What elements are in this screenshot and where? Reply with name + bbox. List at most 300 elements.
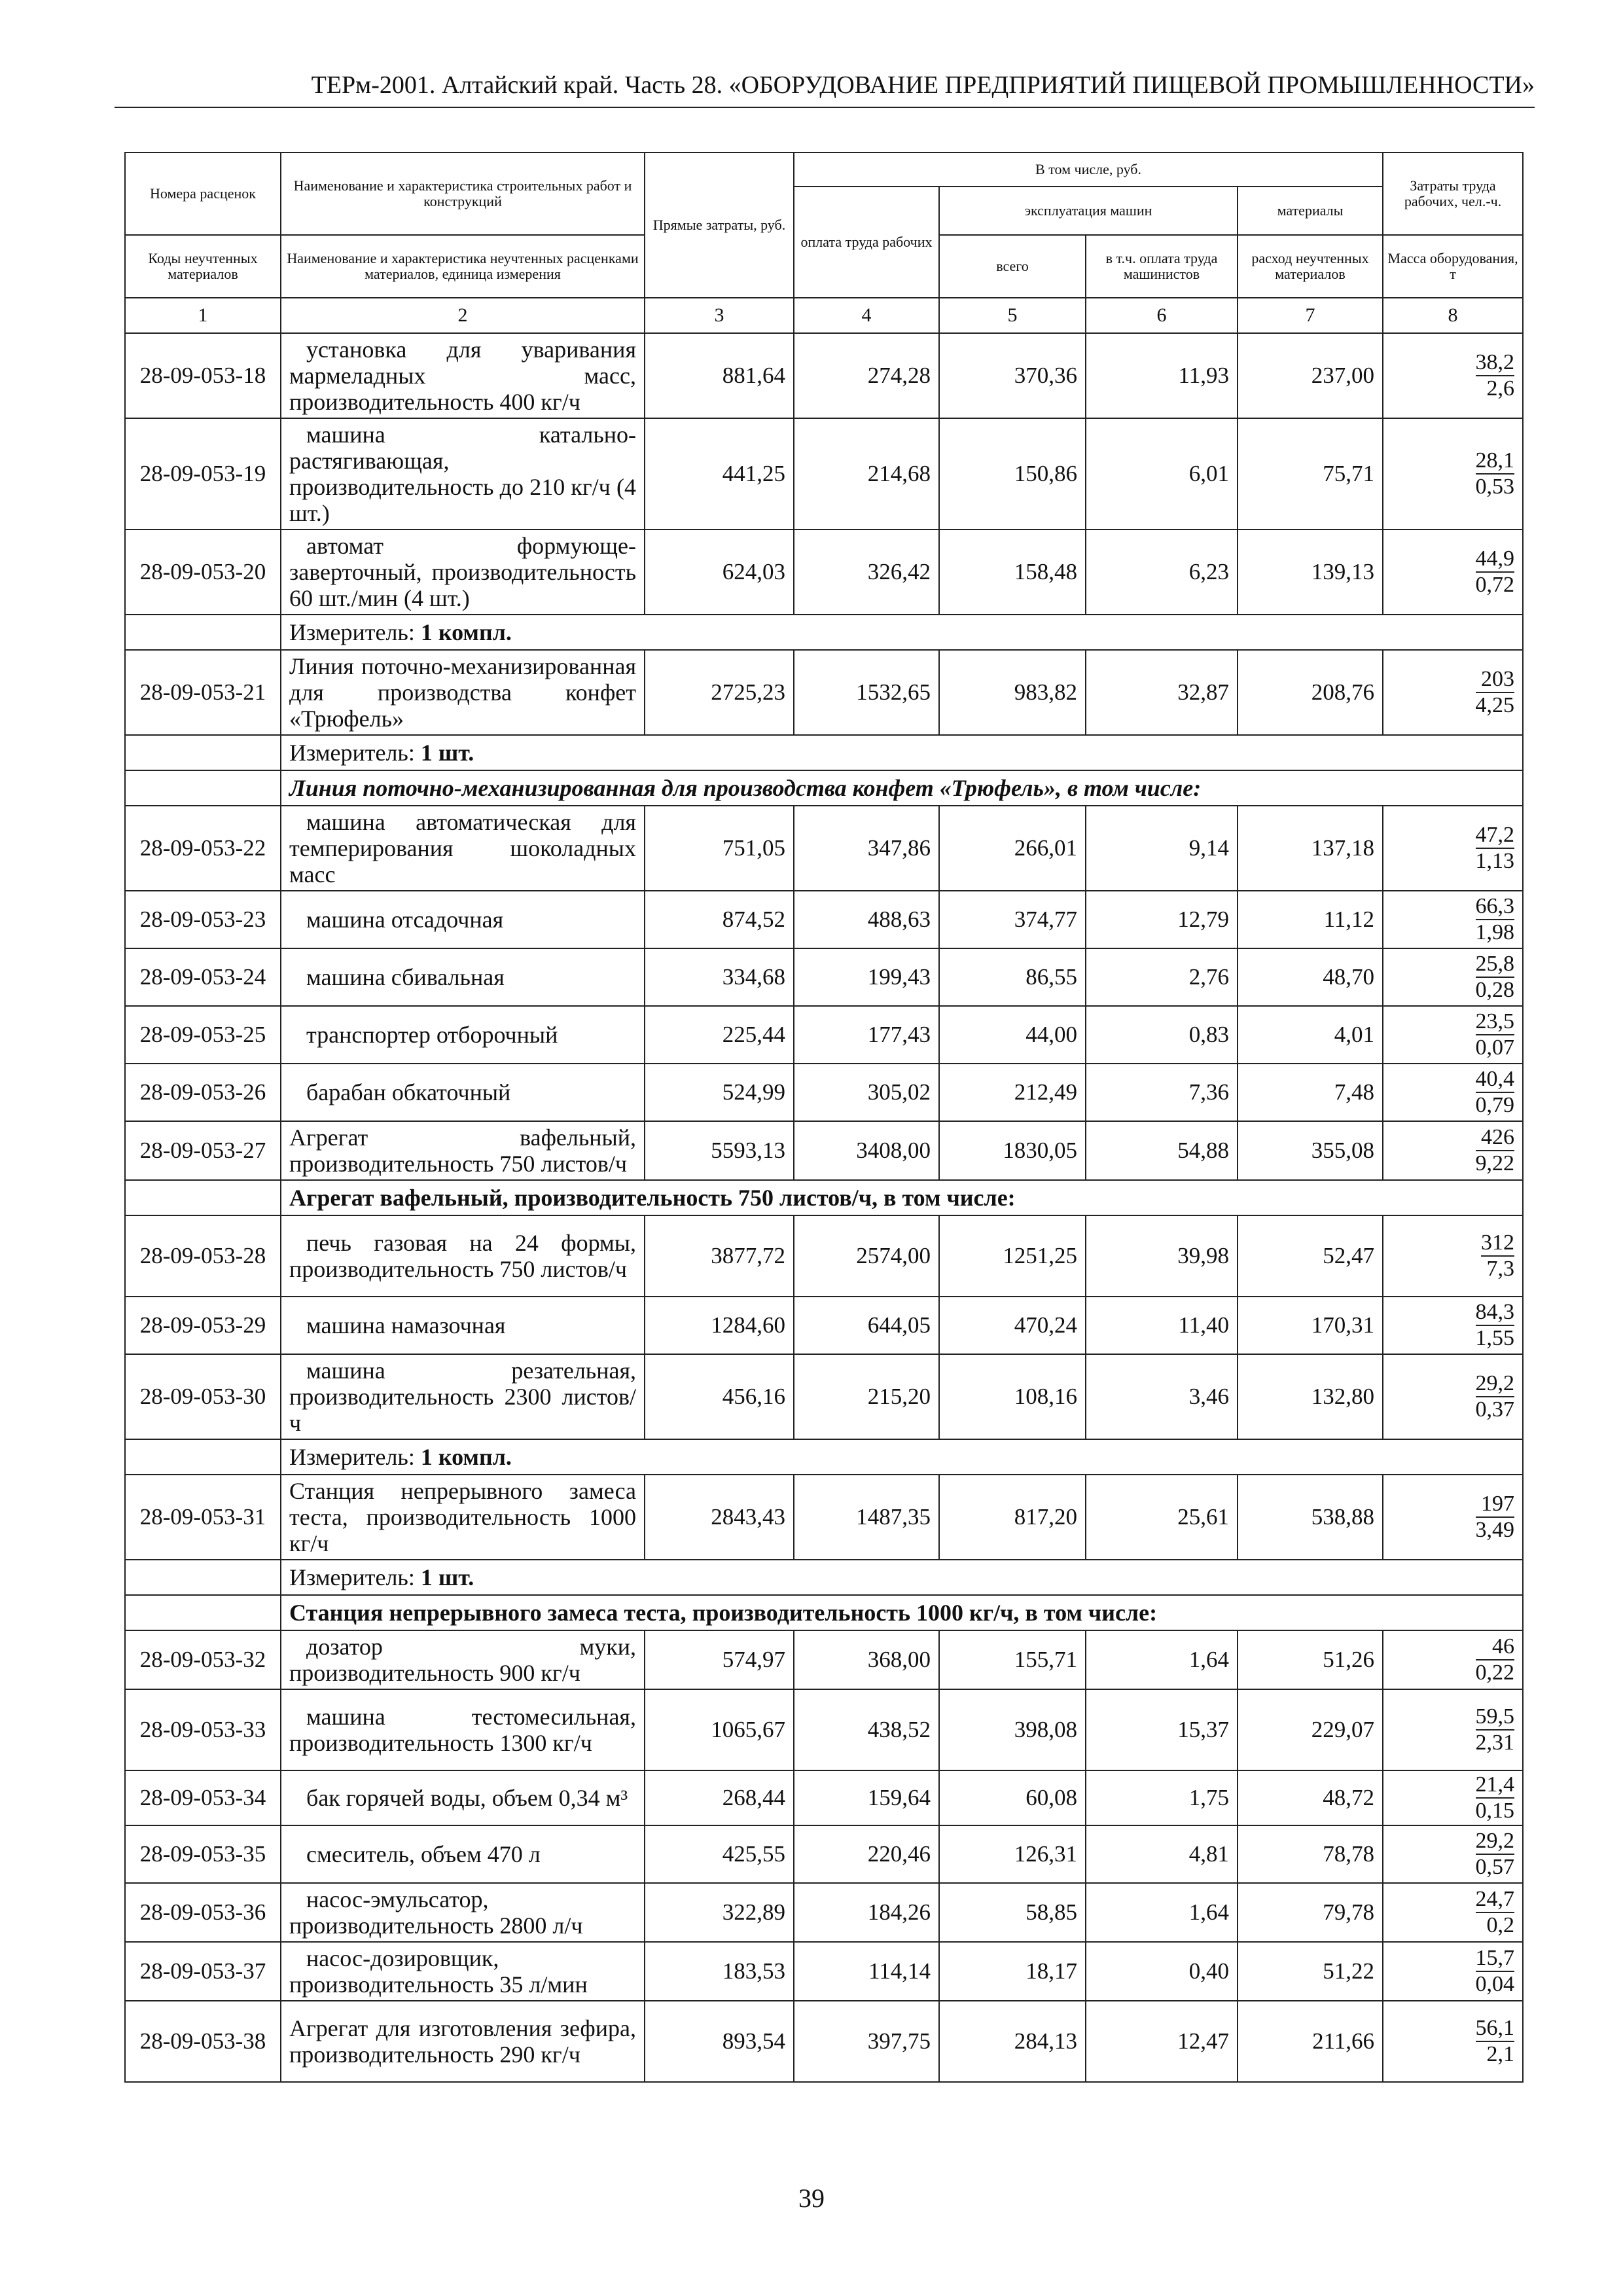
labor-pay: 177,43 — [794, 1006, 939, 1064]
rate-code: 28-09-053-25 — [125, 1006, 281, 1064]
equipment-mass-value: 0,79 — [1475, 1093, 1515, 1117]
labor-pay: 220,46 — [794, 1825, 939, 1883]
labor-costs-value: 25,8 — [1476, 952, 1515, 978]
table-body — [125, 152, 1523, 2082]
col-number: 7 — [1238, 298, 1383, 333]
fraction — [1476, 1887, 1515, 1938]
meter-value: 1 компл. — [420, 619, 512, 645]
work-name: Агрегат для изготовления зефира, производительность 290 кг/ч — [281, 2001, 645, 2082]
machine-op-total: 1830,05 — [939, 1121, 1086, 1180]
meter-row — [125, 1439, 1523, 1475]
materials-cost: 52,47 — [1238, 1215, 1383, 1297]
direct-costs: 322,89 — [645, 1883, 794, 1942]
direct-costs: 441,25 — [645, 418, 794, 529]
rate-code: 28-09-053-23 — [125, 891, 281, 948]
fraction — [1476, 1946, 1515, 1997]
machine-op-total: 398,08 — [939, 1689, 1086, 1770]
labor-mass-fraction — [1383, 806, 1523, 891]
materials-cost: 51,26 — [1238, 1630, 1383, 1689]
labor-pay: 305,02 — [794, 1064, 939, 1121]
labor-costs-value: 84,3 — [1476, 1300, 1515, 1326]
section-title — [281, 1595, 1523, 1630]
rate-code: 28-09-053-20 — [125, 529, 281, 615]
machine-op-total: 150,86 — [939, 418, 1086, 529]
machinists-pay: 12,47 — [1086, 2001, 1238, 2082]
rate-code: 28-09-053-32 — [125, 1630, 281, 1689]
equipment-mass-value: 1,55 — [1475, 1326, 1515, 1350]
table-row — [125, 1825, 1523, 1883]
machine-op-total: 155,71 — [939, 1630, 1086, 1689]
equipment-mass-value: 0,22 — [1475, 1660, 1515, 1685]
labor-pay: 488,63 — [794, 891, 939, 948]
equipment-mass-value: 0,04 — [1475, 1972, 1515, 1996]
fraction — [1476, 667, 1515, 718]
section-text: Станция непрерывного замеса теста, производительность 1000 кг/ч, в том числе: — [289, 1600, 1158, 1626]
materials-cost: 211,66 — [1238, 2001, 1383, 2082]
labor-mass-fraction — [1383, 1064, 1523, 1121]
rate-code: 28-09-053-27 — [125, 1121, 281, 1180]
labor-pay: 1532,65 — [794, 650, 939, 735]
labor-costs-value: 312 — [1481, 1230, 1514, 1257]
meter-label — [281, 1439, 1523, 1475]
work-name: насос-дозировщик, производительность 35 л/мин — [281, 1942, 645, 2001]
labor-costs-value: 40,4 — [1476, 1067, 1515, 1093]
work-name: бак горячей воды, объем 0,34 м³ — [281, 1770, 645, 1825]
fraction — [1476, 1829, 1515, 1880]
direct-costs: 893,54 — [645, 2001, 794, 2082]
machine-op-total: 1251,25 — [939, 1215, 1086, 1297]
machine-op-total: 470,24 — [939, 1297, 1086, 1354]
labor-pay: 199,43 — [794, 948, 939, 1006]
fraction — [1476, 894, 1515, 945]
machine-op-total: 126,31 — [939, 1825, 1086, 1883]
labor-mass-fraction — [1383, 1770, 1523, 1825]
fraction — [1481, 1230, 1514, 1282]
meter-value: 1 шт. — [420, 740, 474, 766]
table-row — [125, 1297, 1523, 1354]
labor-costs-value: 203 — [1476, 667, 1515, 693]
labor-costs-value: 56,1 — [1476, 2016, 1515, 2042]
labor-mass-fraction — [1383, 1354, 1523, 1439]
table-row — [125, 1689, 1523, 1770]
equipment-mass-value: 2,31 — [1475, 1731, 1515, 1755]
equipment-mass-value: 7,3 — [1486, 1257, 1515, 1281]
fraction — [1476, 2016, 1515, 2067]
labor-mass-fraction — [1383, 948, 1523, 1006]
fraction — [1476, 1634, 1515, 1685]
labor-costs-value: 28,1 — [1476, 448, 1515, 475]
machinists-pay: 7,36 — [1086, 1064, 1238, 1121]
meter-label — [281, 615, 1523, 650]
col-number: 4 — [794, 298, 939, 333]
direct-costs: 1284,60 — [645, 1297, 794, 1354]
header-rate-numbers: Номера расценок — [125, 152, 281, 235]
table-row — [125, 1121, 1523, 1180]
section-text: Линия поточно-механизированная для производства конфет «Трюфель», в том числе: — [289, 775, 1202, 801]
rate-code: 28-09-053-34 — [125, 1770, 281, 1825]
equipment-mass-value: 0,28 — [1475, 978, 1515, 1002]
direct-costs: 751,05 — [645, 806, 794, 891]
table-row — [125, 2001, 1523, 2082]
meter-row — [125, 615, 1523, 650]
direct-costs: 881,64 — [645, 333, 794, 418]
labor-costs-value: 38,2 — [1476, 350, 1515, 376]
machine-op-total: 60,08 — [939, 1770, 1086, 1825]
fraction — [1476, 1772, 1515, 1823]
meter-empty — [125, 735, 281, 770]
work-name: машина сбивальная — [281, 948, 645, 1006]
direct-costs: 1065,67 — [645, 1689, 794, 1770]
labor-mass-fraction — [1383, 333, 1523, 418]
machinists-pay: 11,40 — [1086, 1297, 1238, 1354]
work-name: печь газовая на 24 формы, производительность 750 листов/ч — [281, 1215, 645, 1297]
labor-costs-value: 23,5 — [1476, 1009, 1515, 1035]
labor-mass-fraction — [1383, 1630, 1523, 1689]
equipment-mass-value: 0,37 — [1475, 1397, 1515, 1422]
work-name: транспортер отборочный — [281, 1006, 645, 1064]
machinists-pay: 1,64 — [1086, 1883, 1238, 1942]
table-row — [125, 891, 1523, 948]
labor-costs-value: 44,9 — [1476, 547, 1515, 573]
equipment-mass-value: 0,57 — [1475, 1855, 1515, 1879]
work-name: барабан обкаточный — [281, 1064, 645, 1121]
equipment-mass-value: 0,72 — [1475, 573, 1515, 597]
materials-cost: 132,80 — [1238, 1354, 1383, 1439]
rate-code: 28-09-053-21 — [125, 650, 281, 735]
labor-mass-fraction — [1383, 650, 1523, 735]
work-name: машина отсадочная — [281, 891, 645, 948]
work-name: установка для уваривания мармеладных масс, производительность 400 кг/ч — [281, 333, 645, 418]
rate-code: 28-09-053-26 — [125, 1064, 281, 1121]
labor-mass-fraction — [1383, 1825, 1523, 1883]
meter-prefix: Измеритель: — [289, 740, 421, 766]
header-material-name: Наименование и характеристика неучтенных расценками материалов, единица измерения — [281, 235, 645, 298]
fraction — [1476, 823, 1515, 874]
meter-row — [125, 1560, 1523, 1595]
rate-code: 28-09-053-19 — [125, 418, 281, 529]
labor-costs-value: 47,2 — [1476, 823, 1515, 849]
direct-costs: 334,68 — [645, 948, 794, 1006]
section-empty — [125, 1180, 281, 1215]
table-row — [125, 1883, 1523, 1942]
labor-mass-fraction — [1383, 1689, 1523, 1770]
section-row — [125, 1595, 1523, 1630]
equipment-mass-value: 1,98 — [1475, 920, 1515, 944]
direct-costs: 5593,13 — [645, 1121, 794, 1180]
labor-mass-fraction — [1383, 418, 1523, 529]
machinists-pay: 1,64 — [1086, 1630, 1238, 1689]
rate-code: 28-09-053-28 — [125, 1215, 281, 1297]
fraction — [1476, 1300, 1515, 1351]
col-number: 6 — [1086, 298, 1238, 333]
section-row — [125, 1180, 1523, 1215]
machine-op-total: 284,13 — [939, 2001, 1086, 2082]
work-name: машина тестомесильная, производительность 1300 кг/ч — [281, 1689, 645, 1770]
labor-mass-fraction — [1383, 891, 1523, 948]
materials-cost: 48,70 — [1238, 948, 1383, 1006]
materials-cost: 78,78 — [1238, 1825, 1383, 1883]
meter-prefix: Измеритель: — [289, 1564, 421, 1590]
materials-cost: 237,00 — [1238, 333, 1383, 418]
table-row — [125, 1770, 1523, 1825]
labor-mass-fraction — [1383, 1006, 1523, 1064]
machine-op-total: 212,49 — [939, 1064, 1086, 1121]
machine-op-total: 58,85 — [939, 1883, 1086, 1942]
meter-prefix: Измеритель: — [289, 1444, 421, 1470]
meter-label — [281, 1560, 1523, 1595]
page-header — [115, 69, 1535, 108]
labor-pay: 347,86 — [794, 806, 939, 891]
rate-code: 28-09-053-36 — [125, 1883, 281, 1942]
header-material-use: расход неучтенных материалов — [1238, 235, 1383, 298]
section-empty — [125, 770, 281, 806]
table-row — [125, 333, 1523, 418]
labor-pay: 438,52 — [794, 1689, 939, 1770]
labor-pay: 1487,35 — [794, 1475, 939, 1560]
machinists-pay: 9,14 — [1086, 806, 1238, 891]
section-text: Агрегат вафельный, производительность 750 листов/ч, в том числе: — [289, 1185, 1016, 1211]
machinists-pay: 4,81 — [1086, 1825, 1238, 1883]
machinists-pay: 3,46 — [1086, 1354, 1238, 1439]
meter-row — [125, 735, 1523, 770]
machine-op-total: 158,48 — [939, 529, 1086, 615]
col-number: 5 — [939, 298, 1086, 333]
materials-cost: 51,22 — [1238, 1942, 1383, 2001]
price-table — [124, 152, 1524, 2083]
table-row — [125, 1006, 1523, 1064]
machine-op-total: 18,17 — [939, 1942, 1086, 2001]
col-number: 8 — [1383, 298, 1523, 333]
machine-op-total: 44,00 — [939, 1006, 1086, 1064]
labor-mass-fraction — [1383, 1942, 1523, 2001]
table-row — [125, 806, 1523, 891]
meter-prefix: Измеритель: — [289, 619, 421, 645]
labor-pay: 368,00 — [794, 1630, 939, 1689]
header-incl: В том числе, руб. — [794, 152, 1383, 187]
labor-pay: 184,26 — [794, 1883, 939, 1942]
materials-cost: 48,72 — [1238, 1770, 1383, 1825]
labor-mass-fraction — [1383, 2001, 1523, 2082]
header-materials: материалы — [1238, 187, 1383, 235]
work-name: Агрегат вафельный, производительность 750 листов/ч — [281, 1121, 645, 1180]
labor-pay: 274,28 — [794, 333, 939, 418]
equipment-mass-value: 9,22 — [1475, 1151, 1515, 1175]
header-material-codes: Коды неучтенных материалов — [125, 235, 281, 298]
labor-costs-value: 59,5 — [1476, 1704, 1515, 1731]
labor-pay: 159,64 — [794, 1770, 939, 1825]
table-row — [125, 650, 1523, 735]
equipment-mass-value: 1,13 — [1475, 849, 1515, 873]
meter-value: 1 компл. — [420, 1444, 512, 1470]
meter-label — [281, 735, 1523, 770]
machine-op-total: 266,01 — [939, 806, 1086, 891]
materials-cost: 137,18 — [1238, 806, 1383, 891]
materials-cost: 355,08 — [1238, 1121, 1383, 1180]
work-name: Станция непрерывного замеса теста, производительность 1000 кг/ч — [281, 1475, 645, 1560]
work-name: машина резательная, производительность 2300 листов/ч — [281, 1354, 645, 1439]
materials-cost: 75,71 — [1238, 418, 1383, 529]
machinists-pay: 32,87 — [1086, 650, 1238, 735]
table-row — [125, 948, 1523, 1006]
equipment-mass-value: 2,1 — [1486, 2042, 1515, 2066]
rate-code: 28-09-053-33 — [125, 1689, 281, 1770]
direct-costs: 624,03 — [645, 529, 794, 615]
fraction — [1476, 1009, 1515, 1060]
section-empty — [125, 1595, 281, 1630]
materials-cost: 7,48 — [1238, 1064, 1383, 1121]
labor-mass-fraction — [1383, 529, 1523, 615]
meter-empty — [125, 1560, 281, 1595]
rate-code: 28-09-053-31 — [125, 1475, 281, 1560]
rate-code: 28-09-053-29 — [125, 1297, 281, 1354]
labor-pay: 644,05 — [794, 1297, 939, 1354]
machine-op-total: 817,20 — [939, 1475, 1086, 1560]
work-name: машина намазочная — [281, 1297, 645, 1354]
fraction — [1476, 952, 1515, 1003]
section-row — [125, 770, 1523, 806]
equipment-mass-value: 0,2 — [1486, 1913, 1515, 1937]
labor-costs-value: 29,2 — [1476, 1371, 1515, 1397]
table-row — [125, 529, 1523, 615]
machinists-pay: 11,93 — [1086, 333, 1238, 418]
materials-cost: 79,78 — [1238, 1883, 1383, 1942]
labor-costs-value: 21,4 — [1476, 1772, 1515, 1799]
labor-pay: 114,14 — [794, 1942, 939, 2001]
work-name: насос-эмульсатор, производительность 2800 л/ч — [281, 1883, 645, 1942]
meter-empty — [125, 615, 281, 650]
direct-costs: 268,44 — [645, 1770, 794, 1825]
labor-pay: 326,42 — [794, 529, 939, 615]
equipment-mass-value: 3,49 — [1475, 1518, 1515, 1542]
header-labor-costs: Затраты труда рабочих, чел.-ч. — [1383, 152, 1523, 235]
equipment-mass-value: 0,53 — [1475, 475, 1515, 499]
labor-costs-value: 15,7 — [1476, 1946, 1515, 1972]
labor-mass-fraction — [1383, 1297, 1523, 1354]
materials-cost: 4,01 — [1238, 1006, 1383, 1064]
labor-mass-fraction — [1383, 1121, 1523, 1180]
direct-costs: 2725,23 — [645, 650, 794, 735]
labor-pay: 3408,00 — [794, 1121, 939, 1180]
fraction — [1476, 1371, 1515, 1422]
machinists-pay: 15,37 — [1086, 1689, 1238, 1770]
rate-code: 28-09-053-18 — [125, 333, 281, 418]
machinists-pay: 6,23 — [1086, 529, 1238, 615]
materials-cost: 229,07 — [1238, 1689, 1383, 1770]
direct-costs: 3877,72 — [645, 1215, 794, 1297]
labor-pay: 397,75 — [794, 2001, 939, 2082]
direct-costs: 874,52 — [645, 891, 794, 948]
section-title — [281, 770, 1523, 806]
fraction — [1476, 1067, 1515, 1118]
table-row — [125, 418, 1523, 529]
rate-code: 28-09-053-35 — [125, 1825, 281, 1883]
machine-op-total: 374,77 — [939, 891, 1086, 948]
labor-costs-value: 66,3 — [1476, 894, 1515, 920]
labor-costs-value: 426 — [1476, 1125, 1515, 1151]
fraction — [1476, 350, 1515, 401]
header-work-name: Наименование и характеристика строительных работ и конструкций — [281, 152, 645, 235]
materials-cost: 538,88 — [1238, 1475, 1383, 1560]
machine-op-total: 370,36 — [939, 333, 1086, 418]
work-name: дозатор муки, производительность 900 кг/ч — [281, 1630, 645, 1689]
work-name: смеситель, объем 470 л — [281, 1825, 645, 1883]
work-name: машина катально-растягивающая, производительность до 210 кг/ч (4 шт.) — [281, 418, 645, 529]
labor-mass-fraction — [1383, 1475, 1523, 1560]
machine-op-total: 108,16 — [939, 1354, 1086, 1439]
machine-op-total: 983,82 — [939, 650, 1086, 735]
fraction — [1476, 1125, 1515, 1176]
machinists-pay: 6,01 — [1086, 418, 1238, 529]
header-labor-pay: оплата труда рабочих — [794, 187, 939, 298]
labor-pay: 215,20 — [794, 1354, 939, 1439]
col-number: 3 — [645, 298, 794, 333]
work-name: машина автоматическая для темперирования шоколадных масс — [281, 806, 645, 891]
labor-mass-fraction — [1383, 1215, 1523, 1297]
fraction — [1476, 448, 1515, 499]
header-machine-op: эксплуатация машин — [939, 187, 1238, 235]
direct-costs: 524,99 — [645, 1064, 794, 1121]
header-equipment-mass: Масса оборудования, т — [1383, 235, 1523, 298]
labor-costs-value: 197 — [1476, 1492, 1515, 1518]
labor-costs-value: 24,7 — [1476, 1887, 1515, 1913]
machinists-pay: 0,83 — [1086, 1006, 1238, 1064]
labor-mass-fraction — [1383, 1883, 1523, 1942]
direct-costs: 574,97 — [645, 1630, 794, 1689]
rate-code: 28-09-053-22 — [125, 806, 281, 891]
labor-costs-value: 46 — [1476, 1634, 1515, 1660]
fraction — [1476, 1704, 1515, 1755]
meter-value: 1 шт. — [420, 1564, 474, 1590]
equipment-mass-value: 0,15 — [1475, 1799, 1515, 1823]
table-row — [125, 1354, 1523, 1439]
meter-empty — [125, 1439, 281, 1475]
machinists-pay: 0,40 — [1086, 1942, 1238, 2001]
machinists-pay: 39,98 — [1086, 1215, 1238, 1297]
table-row — [125, 1064, 1523, 1121]
machine-op-total: 86,55 — [939, 948, 1086, 1006]
rate-code: 28-09-053-30 — [125, 1354, 281, 1439]
machinists-pay: 2,76 — [1086, 948, 1238, 1006]
header-title: ТЕРм-2001. Алтайский край. Часть 28. «ОБОРУДОВАНИЕ ПРЕДПРИЯТИЙ ПИЩЕВОЙ ПРОМЫШЛЕННОСТИ» — [311, 71, 1535, 99]
machinists-pay: 25,61 — [1086, 1475, 1238, 1560]
labor-costs-value: 29,2 — [1476, 1829, 1515, 1855]
machinists-pay: 54,88 — [1086, 1121, 1238, 1180]
direct-costs: 225,44 — [645, 1006, 794, 1064]
equipment-mass-value: 2,6 — [1486, 376, 1515, 401]
labor-pay: 214,68 — [794, 418, 939, 529]
table-row — [125, 1475, 1523, 1560]
direct-costs: 2843,43 — [645, 1475, 794, 1560]
materials-cost: 208,76 — [1238, 650, 1383, 735]
rate-code: 28-09-053-37 — [125, 1942, 281, 2001]
header-incl-machinists: в т.ч. оплата труда машинистов — [1086, 235, 1238, 298]
rate-code: 28-09-053-24 — [125, 948, 281, 1006]
labor-pay: 2574,00 — [794, 1215, 939, 1297]
materials-cost: 139,13 — [1238, 529, 1383, 615]
materials-cost: 170,31 — [1238, 1297, 1383, 1354]
header-total: всего — [939, 235, 1086, 298]
table-row — [125, 1215, 1523, 1297]
table-row — [125, 1630, 1523, 1689]
page-number: 39 — [798, 2183, 825, 2213]
section-title — [281, 1180, 1523, 1215]
machinists-pay: 1,75 — [1086, 1770, 1238, 1825]
direct-costs: 183,53 — [645, 1942, 794, 2001]
direct-costs: 456,16 — [645, 1354, 794, 1439]
rate-code: 28-09-053-38 — [125, 2001, 281, 2082]
machinists-pay: 12,79 — [1086, 891, 1238, 948]
materials-cost: 11,12 — [1238, 891, 1383, 948]
